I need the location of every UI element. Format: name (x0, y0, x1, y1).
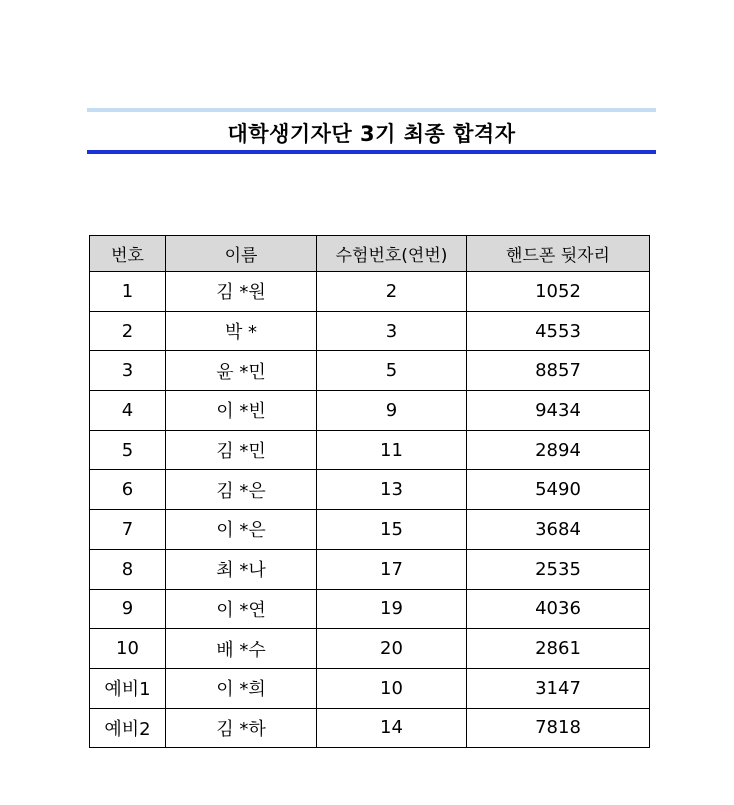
cell-number: 예비2 (90, 708, 166, 748)
cell-exam-number: 19 (317, 589, 467, 629)
cell-exam-number: 3 (317, 311, 467, 351)
table-body (90, 272, 650, 748)
title-top-rule (87, 108, 656, 112)
cell-exam-number: 14 (317, 708, 467, 748)
cell-phone-last-digits: 1052 (467, 272, 650, 312)
result-table (89, 235, 650, 748)
cell-exam-number: 9 (317, 391, 467, 431)
table-row (90, 589, 650, 629)
cell-number: 예비1 (90, 668, 166, 708)
table-row (90, 668, 650, 708)
table-row (90, 510, 650, 550)
table-row (90, 311, 650, 351)
cell-number: 3 (90, 351, 166, 391)
table-row (90, 430, 650, 470)
cell-number: 8 (90, 549, 166, 589)
cell-name: 김 *원 (166, 272, 317, 312)
cell-phone-last-digits: 4036 (467, 589, 650, 629)
cell-name: 배 *수 (166, 629, 317, 669)
cell-number: 6 (90, 470, 166, 510)
cell-phone-last-digits: 2861 (467, 629, 650, 669)
table-row (90, 391, 650, 431)
cell-number: 2 (90, 311, 166, 351)
table-row (90, 629, 650, 669)
cell-phone-last-digits: 3684 (467, 510, 650, 550)
cell-phone-last-digits: 4553 (467, 311, 650, 351)
cell-exam-number: 20 (317, 629, 467, 669)
cell-name: 이 *빈 (166, 391, 317, 431)
cell-name: 이 *연 (166, 589, 317, 629)
cell-phone-last-digits: 9434 (467, 391, 650, 431)
table-row (90, 708, 650, 748)
cell-name: 최 *나 (166, 549, 317, 589)
cell-phone-last-digits: 2894 (467, 430, 650, 470)
table-header-row (90, 236, 650, 272)
cell-phone-last-digits: 3147 (467, 668, 650, 708)
cell-phone-last-digits: 7818 (467, 708, 650, 748)
page-title: 대학생기자단 3기 최종 합격자 (227, 122, 516, 146)
cell-name: 김 *은 (166, 470, 317, 510)
cell-phone-last-digits: 5490 (467, 470, 650, 510)
cell-exam-number: 11 (317, 430, 467, 470)
header-name: 이름 (166, 236, 317, 272)
title-block (87, 108, 656, 154)
header-number: 번호 (90, 236, 166, 272)
header-phone-last-digits: 핸드폰 뒷자리 (467, 236, 650, 272)
title-bottom-rule (87, 150, 656, 154)
cell-exam-number: 5 (317, 351, 467, 391)
cell-name: 김 *하 (166, 708, 317, 748)
cell-name: 윤 *민 (166, 351, 317, 391)
cell-exam-number: 10 (317, 668, 467, 708)
cell-phone-last-digits: 8857 (467, 351, 650, 391)
header-exam-number: 수험번호(연번) (317, 236, 467, 272)
table-row (90, 272, 650, 312)
cell-exam-number: 13 (317, 470, 467, 510)
cell-exam-number: 2 (317, 272, 467, 312)
cell-number: 1 (90, 272, 166, 312)
cell-number: 10 (90, 629, 166, 669)
cell-exam-number: 15 (317, 510, 467, 550)
cell-name: 이 *희 (166, 668, 317, 708)
cell-phone-last-digits: 2535 (467, 549, 650, 589)
cell-number: 4 (90, 391, 166, 431)
cell-name: 이 *은 (166, 510, 317, 550)
cell-name: 김 *민 (166, 430, 317, 470)
cell-name: 박 * (166, 311, 317, 351)
cell-number: 5 (90, 430, 166, 470)
cell-exam-number: 17 (317, 549, 467, 589)
table-row (90, 470, 650, 510)
table-row (90, 351, 650, 391)
cell-number: 9 (90, 589, 166, 629)
table-row (90, 549, 650, 589)
cell-number: 7 (90, 510, 166, 550)
